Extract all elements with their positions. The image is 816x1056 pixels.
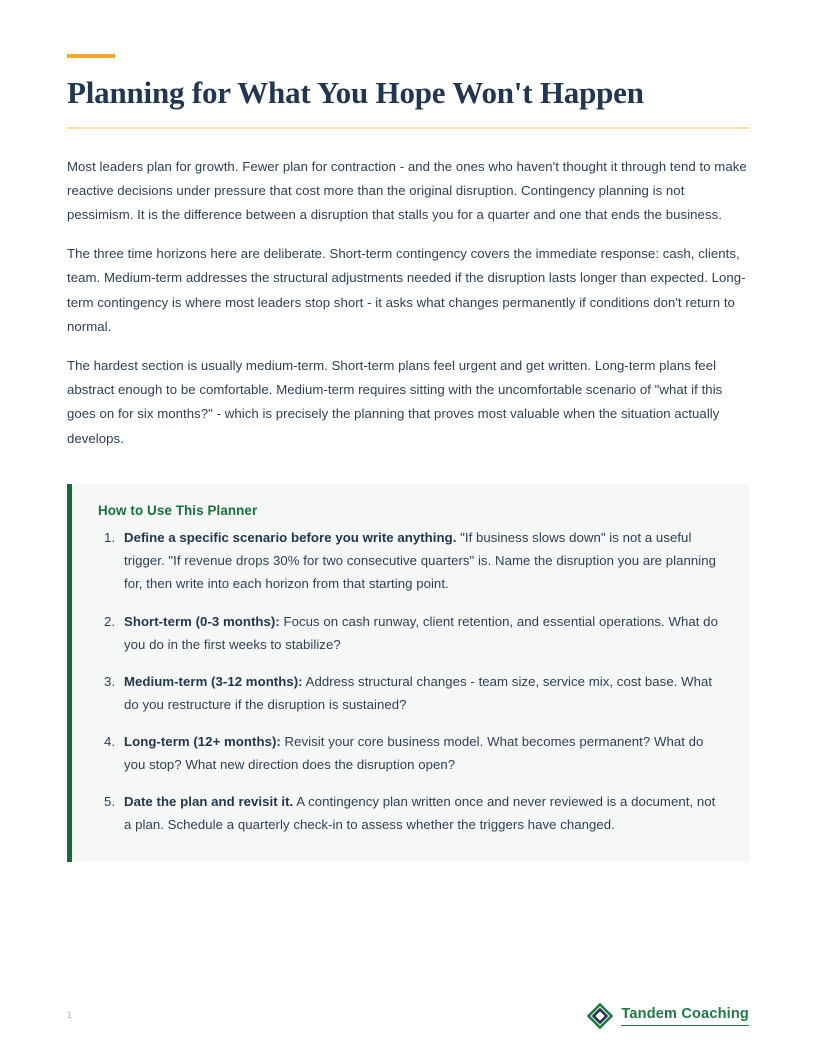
body-paragraphs bbox=[67, 155, 749, 452]
list-item bbox=[104, 790, 723, 836]
page-number: 1 bbox=[67, 1010, 73, 1020]
brand-wordmark: Tandem Coaching bbox=[621, 1006, 749, 1025]
list-item-marker: 4. bbox=[104, 733, 116, 749]
callout-heading: How to Use This Planner bbox=[98, 503, 258, 519]
page-title: Planning for What You Hope Won't Happen bbox=[67, 75, 644, 110]
list-item-text: Focus on cash runway, client retention, and essential operations. What do you do in the first weeks to stabilize? bbox=[124, 613, 718, 652]
list-item-lead: Define a specific scenario before you write anything. bbox=[124, 530, 457, 546]
list-item bbox=[104, 610, 723, 656]
list-item-text: Address structural changes - team size, service mix, cost base. What do you restructure if the disruption is sustained? bbox=[124, 673, 713, 712]
brand-logo bbox=[587, 1003, 749, 1029]
list-item-text: A contingency plan written once and never reviewed is a document, not a plan. Schedule a quarterly check-in to assess whether the triggers have changed. bbox=[124, 794, 716, 833]
list-item bbox=[104, 670, 723, 716]
page-content bbox=[67, 0, 749, 862]
orange-accent-bar bbox=[67, 54, 115, 58]
body-paragraph: Most leaders plan for growth. Fewer plan for contraction - and the ones who haven't thought it through tend to make reactive decisions under pressure that cost more than the original disruption. Contingency planning is not pessimism. It is the difference between a disruption that stalls you for a quarter and one that ends the business. bbox=[67, 158, 747, 223]
list-item-text: "If business slows down" is not a useful trigger. "If revenue drops 30% for two consecutive quarters" is. Name the disruption you are planning for, then write into each horizon from that starting point. bbox=[124, 530, 717, 592]
list-item bbox=[104, 526, 723, 595]
page-footer bbox=[0, 1000, 816, 1040]
body-paragraph: The three time horizons here are deliberate. Short-term contingency covers the immediate response: cash, clients, team. Medium-term addresses the structural adjustments needed if the disruption lasts longer than expected. Long-term contingency is where most leaders stop short - it asks what changes permanently if conditions don't return to normal. bbox=[67, 245, 746, 335]
list-item-marker: 2. bbox=[104, 613, 116, 629]
list-item-marker: 1. bbox=[104, 530, 116, 546]
list-item-lead: Long-term (12+ months): bbox=[124, 733, 281, 749]
how-to-use-callout bbox=[67, 484, 749, 862]
tandem-diamond-icon bbox=[587, 1003, 613, 1029]
list-item-marker: 3. bbox=[104, 673, 116, 689]
callout-steps-list bbox=[98, 526, 723, 836]
body-paragraph: The hardest section is usually medium-term. Short-term plans feel urgent and get written. Long-term plans feel abstract enough to be comfortable. Medium-term requires sitting with the uncomfortable scenario of "what if this goes on for six months?" - which is precisely the planning that proves most valuable when the situation actually develops. bbox=[67, 357, 723, 446]
list-item bbox=[104, 730, 723, 776]
title-divider-rule bbox=[67, 127, 749, 129]
list-item-lead: Medium-term (3-12 months): bbox=[124, 673, 303, 689]
list-item-text: Revisit your core business model. What becomes permanent? What do you stop? What new direction does the disruption open? bbox=[124, 733, 704, 773]
list-item-lead: Short-term (0-3 months): bbox=[124, 613, 280, 629]
list-item-lead: Date the plan and revisit it. bbox=[124, 794, 294, 810]
list-item-marker: 5. bbox=[104, 794, 116, 810]
